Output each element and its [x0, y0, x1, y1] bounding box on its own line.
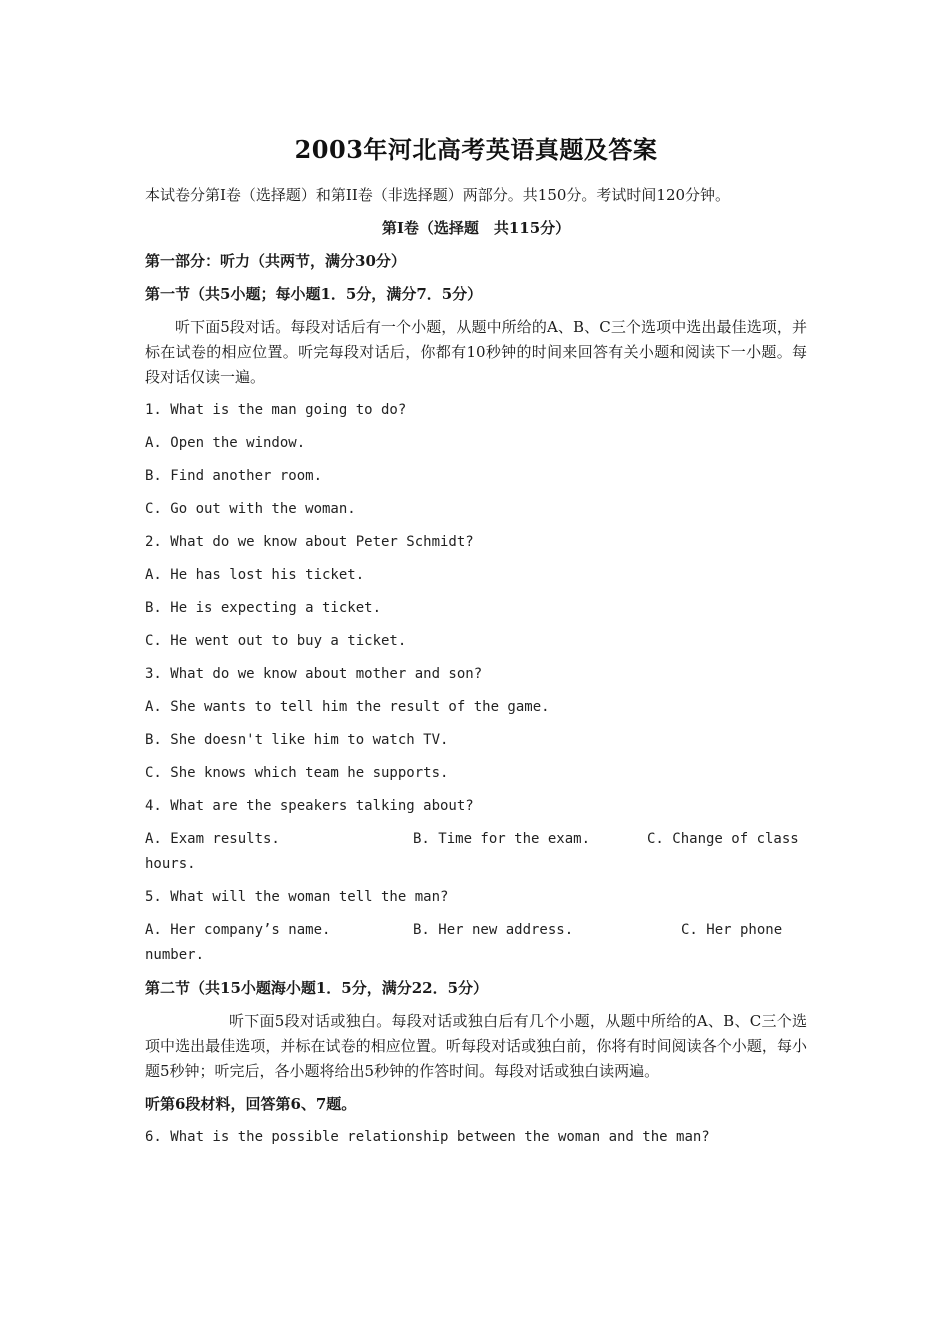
question-5-option-c: C. Her phone [681, 922, 783, 938]
question-4-options [145, 827, 807, 877]
material6-heading: 听第6段材料，回答第6、7题。 [145, 1095, 357, 1113]
question-1-option-b: B. Find another room. [145, 468, 323, 484]
section2-instructions: 听下面5段对话或独白。每段对话或独白后有几个小题，从题中所给的A、B、C三个选项中选出最佳选项，并标在试卷的相应位置。听每段对话或独白前，你将有时间阅读各个小题，每小题5秒钟；听完后，各小题将给出5秒钟的作答时间。每段对话或独白读两遍。 [145, 1012, 807, 1080]
question-4-stem: 4. What are the speakers talking about? [145, 798, 474, 814]
question-5-options [145, 918, 807, 968]
question-1-option-c: C. Go out with the woman. [145, 501, 356, 517]
question-4-option-c: C. Change of class [647, 831, 799, 847]
question-3-stem: 3. What do we know about mother and son? [145, 666, 483, 682]
question-4-option-b: B. Time for the exam. [413, 831, 591, 847]
question-2-option-c: C. He went out to buy a ticket. [145, 633, 407, 649]
question-1-option-a: A. Open the window. [145, 435, 306, 451]
question-5-option-c-continued: number. [145, 947, 205, 963]
question-5-option-a: A. Her company’s name. [145, 922, 331, 938]
exam-page [145, 130, 807, 1158]
question-4-option-a: A. Exam results. [145, 831, 280, 847]
volume1-heading: 第Ⅰ卷（选择题 共115分） [381, 219, 571, 237]
question-1-stem: 1. What is the man going to do? [145, 402, 407, 418]
question-3-option-a: A. She wants to tell him the result of the game. [145, 699, 550, 715]
question-3-option-b: B. She doesn't like him to watch TV. [145, 732, 449, 748]
question-6-stem: 6. What is the possible relationship between the woman and the man? [145, 1129, 710, 1145]
question-5-option-b: B. Her new address. [413, 922, 574, 938]
question-3-option-c: C. She knows which team he supports. [145, 765, 449, 781]
section2-heading: 第二节（共15小题海小题1．5分，满分22．5分） [145, 979, 489, 997]
question-2-option-a: A. He has lost his ticket. [145, 567, 365, 583]
question-4-option-c-continued: hours. [145, 856, 196, 872]
question-2-option-b: B. He is expecting a ticket. [145, 600, 382, 616]
question-5-stem: 5. What will the woman tell the man? [145, 889, 449, 905]
section1-instructions: 听下面5段对话。每段对话后有一个小题，从题中所给的A、B、C三个选项中选出最佳选项，并标在试卷的相应位置。听完每段对话后，你都有10秒钟的时间来回答有关小题和阅读下一小题。每段对话仅读一遍。 [145, 318, 807, 386]
document-title: 2003年河北高考英语真题及答案 [294, 135, 658, 164]
question-2-stem: 2. What do we know about Peter Schmidt? [145, 534, 474, 550]
part1-heading: 第一部分：听力（共两节，满分30分） [145, 252, 406, 270]
exam-intro: 本试卷分第Ⅰ卷（选择题）和第II卷（非选择题）两部分。共150分。考试时间120分钟。 [145, 186, 731, 204]
section1-heading: 第一节（共5小题；每小题1．5分，满分7．5分） [145, 285, 483, 303]
